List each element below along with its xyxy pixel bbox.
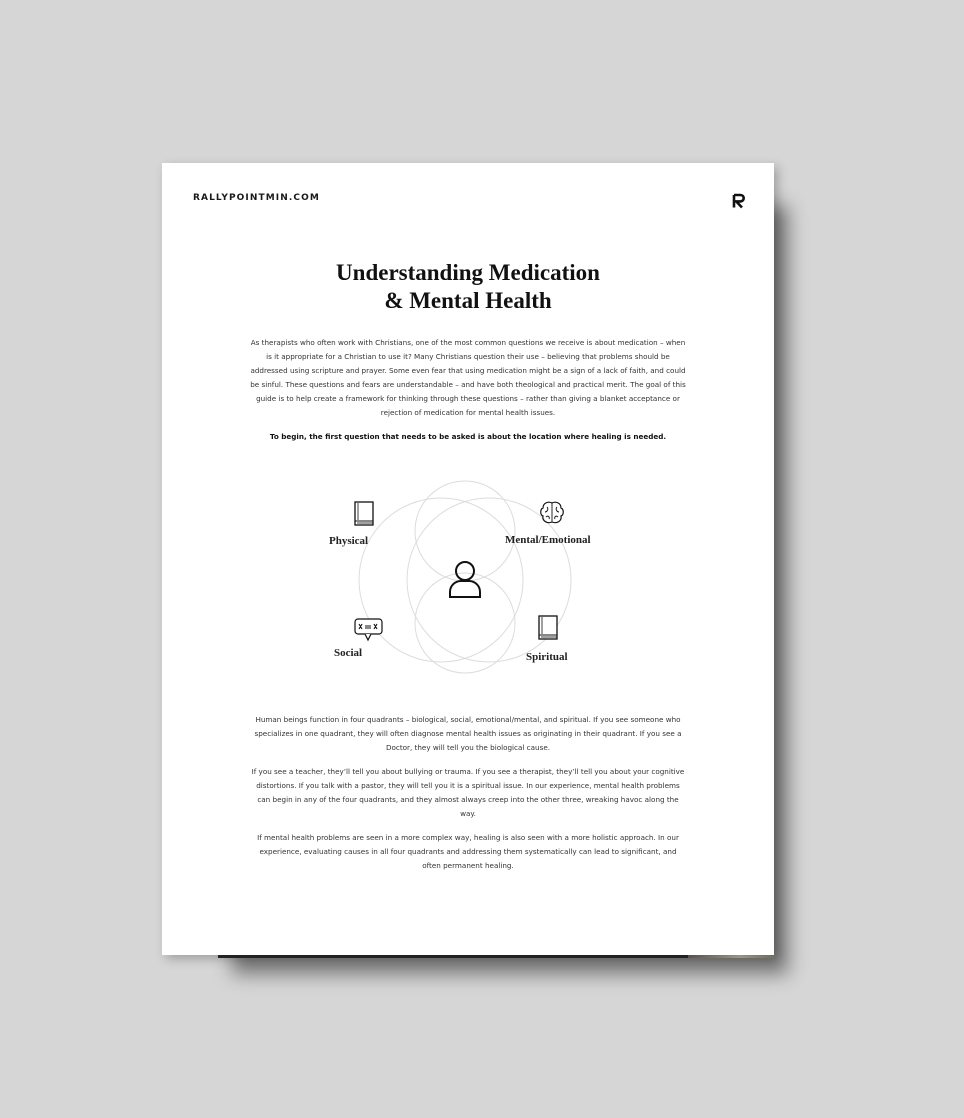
body-paragraph-3: If mental health problems are seen in a more complex way, healing is also seen with a more holistic approach. In our experience, evaluating causes in all four quadrants and addressing them systematically can lead to significant, and often permanent healing.	[257, 833, 679, 870]
intro-lead: To begin, the first question that needs to be asked is about the location where healing is needed.	[269, 432, 667, 441]
body-paragraph-2: If you see a teacher, they’ll tell you about bullying or trauma. If you see a therapist, they’ll tell you about your cognitive distortions. If you talk with a pastor, they will tell you it is a spiritual issue. In our experience, mental health problems can begin in any of the four quadrants, and they almost always creep into the other three, wreaking havoc along the way.	[251, 767, 685, 818]
body-paragraph-1: Human beings function in four quadrants – biological, social, emotional/mental, and spiritual. If you see someone who specializes in one quadrant, they will often diagnose mental health issues as originating in their quadrant. If you see a Doctor, they will tell you the biological cause.	[254, 715, 682, 752]
title-line-1: Understanding Medication	[336, 260, 600, 285]
bible-icon	[536, 615, 560, 642]
intro-paragraph: As therapists who often work with Christians, one of the most common questions we receive is about medication – when is it appropriate for a Christian to use it? Many Christians question their use – believing that problems should be addressed using scripture and prayer. Some even fear that using medication might be a sign of a lack of faith, and could be sinful. These questions and fears are understandable – and have both theological and practical merit. The goal of this guide is to help create a framework for thinking through these questions – rather than giving a blanket acceptance or rejection of medication for mental health issues.	[250, 338, 686, 417]
venn-circles	[342, 473, 622, 683]
rallypoint-r-logo	[732, 193, 746, 209]
quadrant-diagram	[329, 473, 622, 683]
document-page	[162, 163, 774, 955]
title-line-2: & Mental Health	[384, 288, 552, 313]
quadrant-label-spiritual: Spiritual	[526, 651, 568, 663]
brain-icon	[539, 500, 565, 526]
quadrant-label-physical: Physical	[329, 535, 369, 547]
person-icon	[448, 559, 482, 599]
quadrant-label-social: Social	[334, 647, 363, 659]
site-url: RALLYPOINTMIN.COM	[193, 193, 320, 203]
quadrant-label-mental-emotional: Mental/Emotional	[505, 534, 591, 546]
page-title	[162, 259, 774, 315]
book-icon	[352, 501, 376, 528]
speech-bubble-icon	[354, 618, 384, 642]
